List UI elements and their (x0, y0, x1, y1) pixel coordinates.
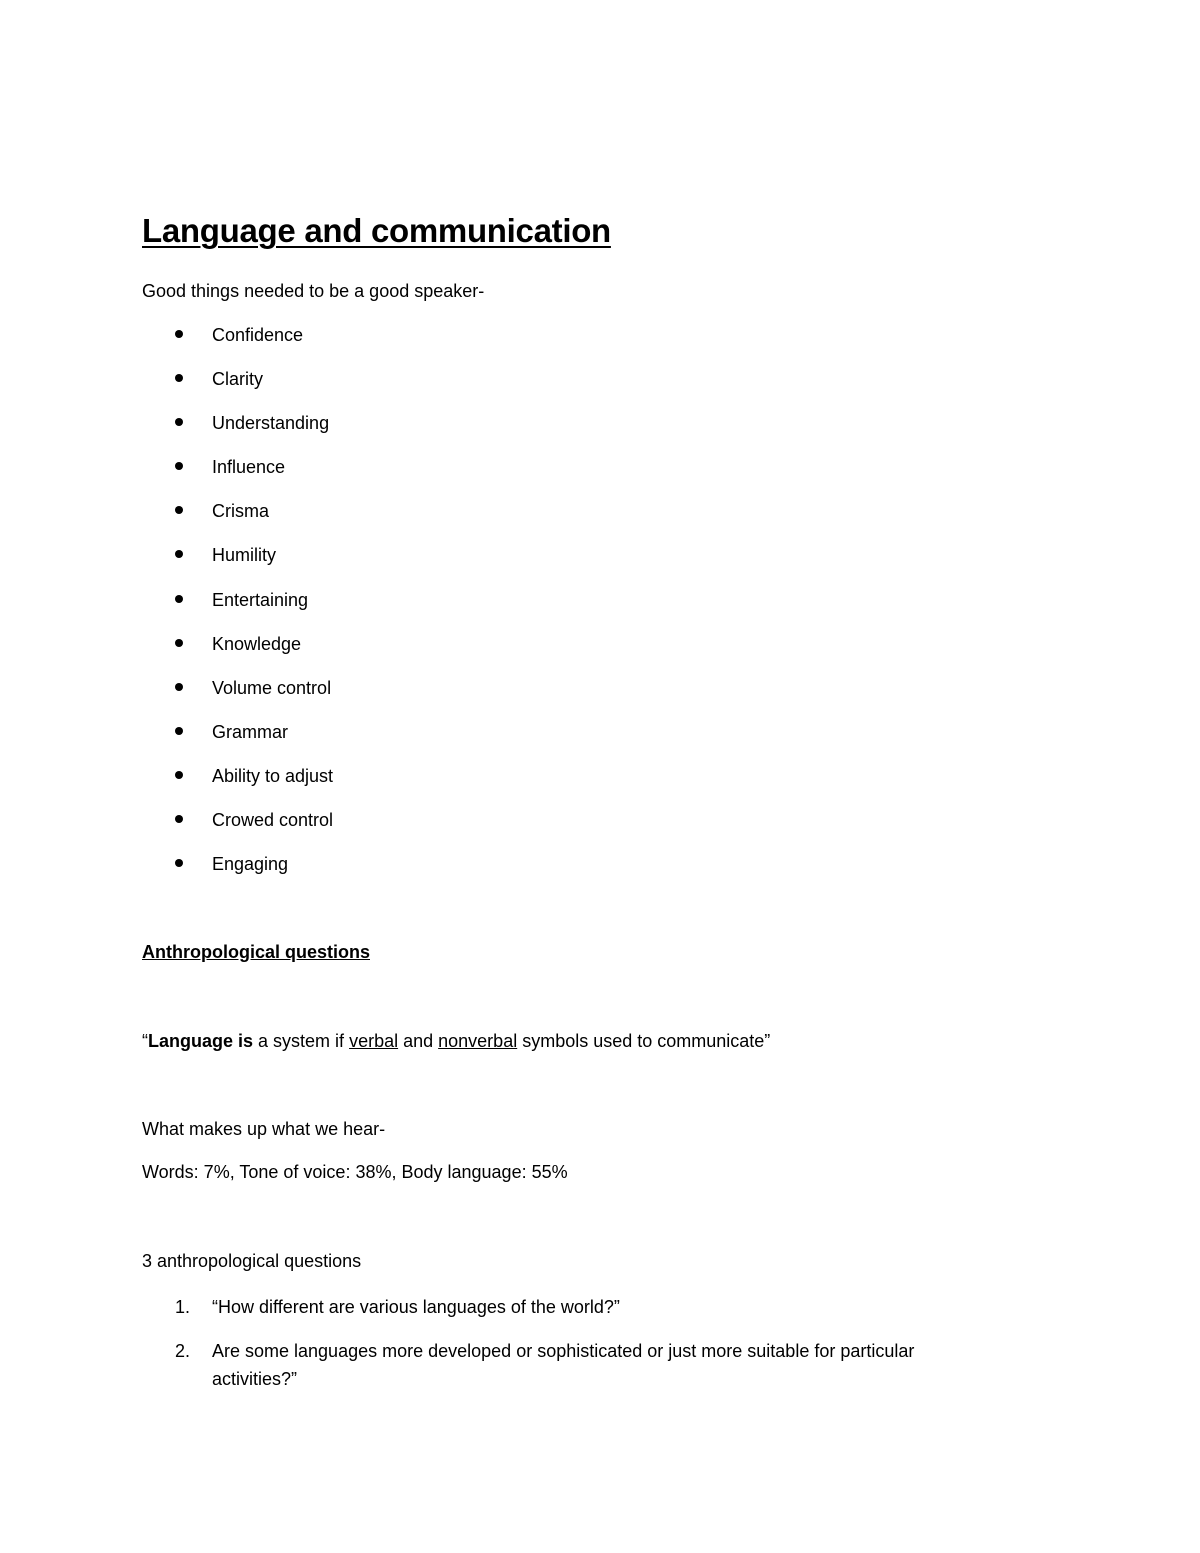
list-item-text: “How different are various languages of the world?” (212, 1297, 620, 1317)
list-item (0, 1293, 790, 1337)
list-item-text: Ability to adjust (212, 765, 334, 786)
list-item-text: Clarity (212, 369, 264, 390)
bullet-icon (175, 550, 183, 558)
list-item-number: 1. (175, 1297, 191, 1317)
bullet-icon (175, 506, 183, 514)
quote-text-a: a system if (253, 1031, 350, 1051)
intro-line: Good things needed to be a good speaker- (142, 281, 485, 301)
quote-underlined-verbal: verbal (349, 1031, 399, 1051)
communication-stats: Words: 7%, Tone of voice: 38%, Body language: 55% (142, 1162, 568, 1182)
bullet-icon (175, 330, 183, 338)
list-item-text: Crisma (212, 501, 269, 522)
list-item-text: Crowed control (212, 810, 334, 831)
list-item-number: 2. (175, 1341, 191, 1361)
list-item-text: Volume control (212, 677, 332, 698)
list-item-text: Engaging (212, 854, 289, 875)
bullet-icon (175, 815, 183, 823)
document-title: Language and communication (142, 212, 611, 249)
list-item-text: Entertaining (212, 589, 309, 610)
quote-text-c: symbols used to communicate” (517, 1031, 771, 1051)
list-item-text: Confidence (212, 325, 304, 345)
list-item-text: Influence (212, 457, 286, 478)
quote-text-b: and (398, 1031, 439, 1051)
questions-list (0, 1293, 915, 1397)
bullet-icon (175, 374, 183, 382)
bullet-icon (175, 771, 183, 779)
language-definition-quote (142, 1029, 770, 1053)
questions-label: 3 anthropological questions (142, 1251, 362, 1271)
bullet-icon (175, 418, 183, 426)
bullet-icon (175, 462, 183, 470)
bullet-icon (175, 727, 183, 735)
bullet-icon (175, 595, 183, 603)
list-item-text: Grammar (212, 721, 288, 742)
hear-label: What makes up what we hear- (142, 1119, 386, 1139)
quote-underlined-nonverbal: nonverbal (438, 1031, 518, 1051)
list-item-text: Knowledge (212, 633, 302, 654)
section-heading: Anthropological questions (142, 942, 370, 962)
bullet-icon (175, 859, 183, 867)
list-item-text: Understanding (212, 413, 330, 434)
bullet-icon (175, 639, 183, 647)
list-item-text: Humility (212, 545, 277, 566)
list-item-text: Are some languages more developed or sophisticated or just more suitable for particular activities?” (212, 1341, 915, 1389)
quote-bold-term: Language is (148, 1031, 254, 1051)
quote-open-mark: “ (142, 1031, 148, 1051)
list-item (0, 1337, 915, 1397)
bullet-icon (175, 683, 183, 691)
